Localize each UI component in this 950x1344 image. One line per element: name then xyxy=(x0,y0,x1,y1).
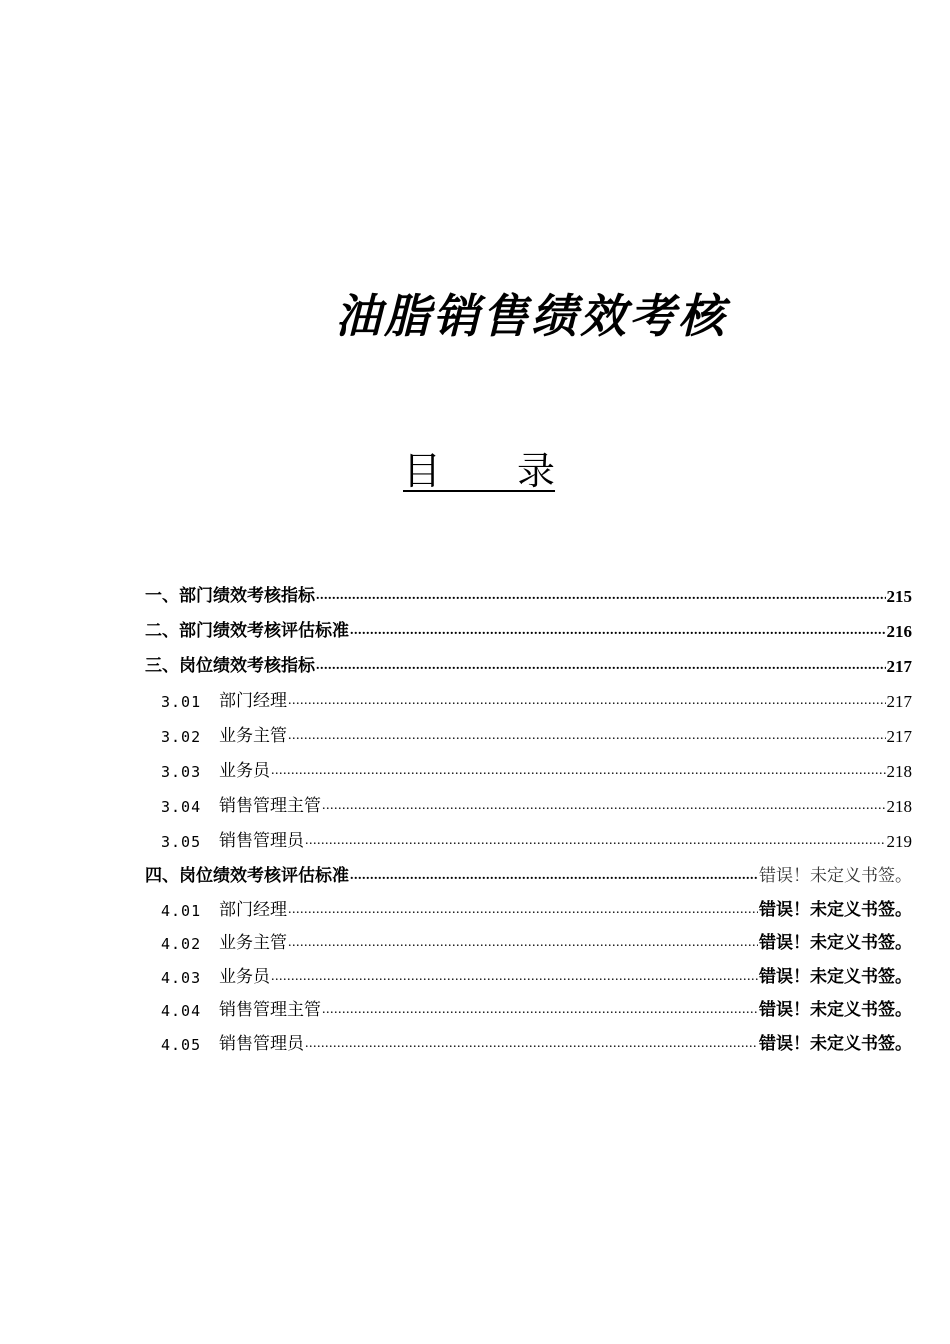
toc-entry-page: 215 xyxy=(886,587,912,606)
toc-dot-leader xyxy=(305,1037,758,1051)
toc-entry-label: 销售管理员 xyxy=(219,831,304,851)
toc-heading: 目 录 xyxy=(403,449,556,493)
toc-entry-label: 业务主管 xyxy=(219,726,287,746)
toc-dot-leader xyxy=(305,834,886,848)
toc-dot-leader xyxy=(271,764,886,778)
toc-dot-leader xyxy=(288,729,886,743)
toc-entry-3-01[interactable] xyxy=(145,675,912,710)
toc-entry-4-02[interactable] xyxy=(145,919,912,953)
toc-entry-page: 217 xyxy=(886,657,912,676)
toc-dot-leader xyxy=(322,799,886,813)
toc-dot-leader xyxy=(350,624,886,638)
toc-entry-label: 四、岗位绩效考核评估标准 xyxy=(145,866,349,886)
toc-entry-number: 4.03 xyxy=(161,968,202,987)
toc-entry-label: 一、部门绩效考核指标 xyxy=(145,586,315,606)
toc-entry-page: 217 xyxy=(886,692,912,711)
toc-dot-leader xyxy=(288,903,758,917)
toc-entry-4-01[interactable] xyxy=(145,885,912,919)
toc-dot-leader xyxy=(322,1003,758,1017)
toc-entry-label: 业务主管 xyxy=(219,933,287,953)
toc-entry-number: 4.05 xyxy=(161,1035,202,1054)
toc-entry-number: 4.02 xyxy=(161,935,202,953)
toc-entry-label: 三、岗位绩效考核指标 xyxy=(145,656,315,676)
toc-entry-section-1[interactable] xyxy=(145,570,912,605)
toc-entry-label: 销售管理员 xyxy=(219,1033,304,1054)
toc-entry-number: 3.02 xyxy=(161,728,202,746)
toc-entry-number: 3.03 xyxy=(161,763,202,781)
toc-entry-section-2[interactable] xyxy=(145,605,912,640)
toc-entry-3-03[interactable] xyxy=(145,745,912,780)
toc-entry-label: 业务员 xyxy=(219,966,270,987)
toc-entry-label: 销售管理主管 xyxy=(219,1000,321,1020)
toc-entry-number: 3.05 xyxy=(161,833,202,851)
toc-dot-leader xyxy=(288,936,758,950)
toc-dot-leader xyxy=(316,589,886,603)
toc-entry-4-04[interactable] xyxy=(145,986,912,1020)
toc-entry-number: 3.04 xyxy=(161,798,202,816)
toc-entry-4-03[interactable] xyxy=(145,952,912,986)
toc-entry-page: 218 xyxy=(886,762,912,781)
toc-entry-label: 部门经理 xyxy=(219,691,287,711)
toc-entry-3-02[interactable] xyxy=(145,710,912,745)
toc-entry-section-3[interactable] xyxy=(145,640,912,675)
toc-entry-page-error: 错误！未定义书签。 xyxy=(759,1000,912,1020)
toc-dot-leader xyxy=(288,694,886,708)
table-of-contents xyxy=(145,570,912,1053)
toc-dot-leader xyxy=(316,659,886,673)
toc-entry-page-error: 错误！未定义书签。 xyxy=(759,1033,912,1054)
toc-entry-label: 业务员 xyxy=(219,761,270,781)
toc-entry-page: 217 xyxy=(886,727,912,746)
toc-entry-label: 二、部门绩效考核评估标准 xyxy=(145,621,349,641)
toc-entry-number: 4.04 xyxy=(161,1002,202,1020)
toc-entry-3-05[interactable] xyxy=(145,815,912,850)
toc-entry-page: 216 xyxy=(886,622,912,641)
document-title: 油脂销售绩效考核 xyxy=(335,289,727,343)
toc-entry-label: 部门经理 xyxy=(219,899,287,920)
toc-entry-page-error: 错误！未定义书签。 xyxy=(759,933,912,953)
toc-entry-4-05[interactable] xyxy=(145,1019,912,1053)
toc-entry-number: 3.01 xyxy=(161,693,202,711)
toc-entry-section-4[interactable] xyxy=(145,850,912,885)
toc-entry-page-error: 错误！未定义书签。 xyxy=(759,899,912,920)
toc-dot-leader xyxy=(271,970,758,984)
toc-entry-number: 4.01 xyxy=(161,901,202,920)
toc-entry-page: 219 xyxy=(886,832,912,851)
toc-entry-3-04[interactable] xyxy=(145,780,912,815)
toc-entry-page-error: 错误！未定义书签。 xyxy=(759,966,912,987)
toc-entry-label: 销售管理主管 xyxy=(219,796,321,816)
toc-entry-page: 218 xyxy=(886,797,912,816)
toc-entry-page-error: 错误！未定义书签。 xyxy=(759,866,912,886)
toc-dot-leader xyxy=(350,869,758,883)
